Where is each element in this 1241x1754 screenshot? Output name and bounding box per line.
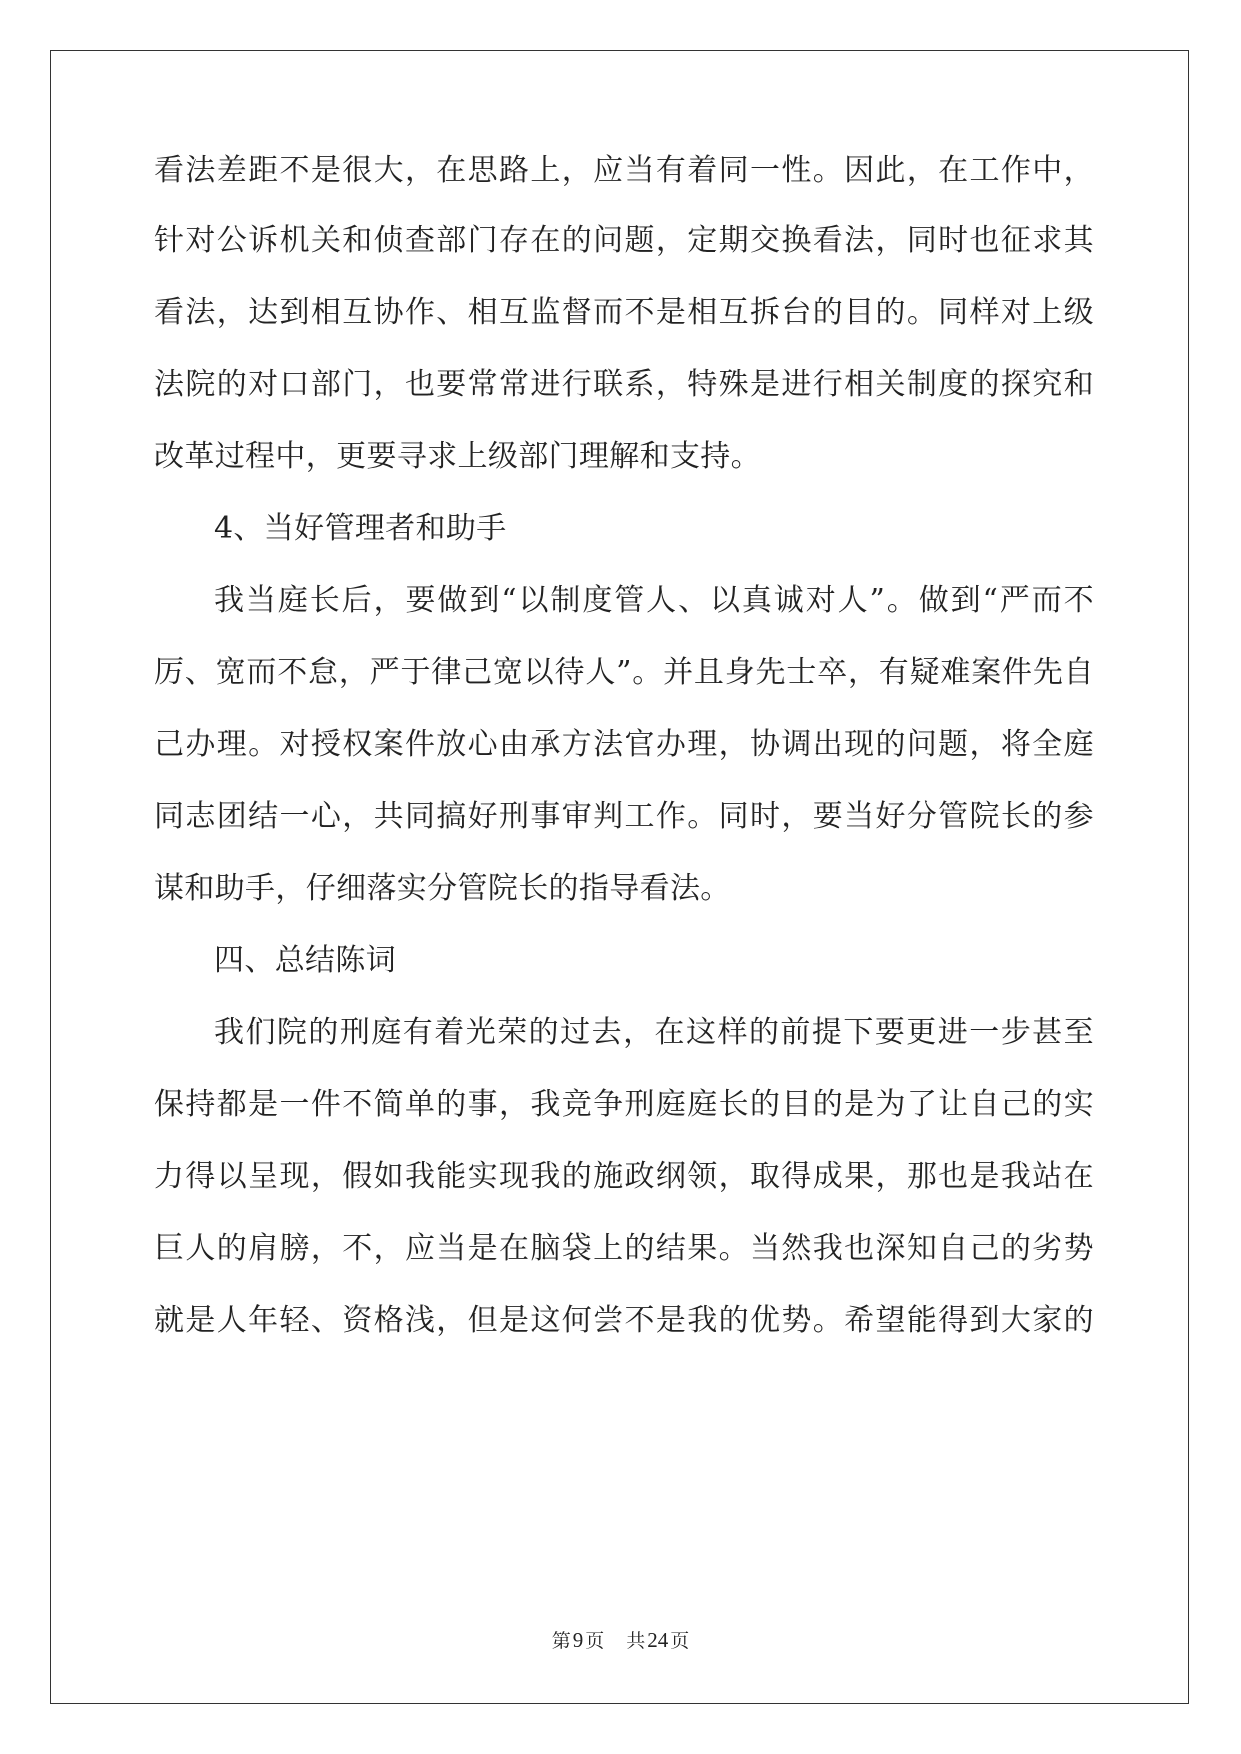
text-line: 巨人的肩膀，不，应当是在脑袋上的结果。当然我也深知自己的劣势 xyxy=(154,1231,1094,1266)
total-unit: 页 xyxy=(670,1630,690,1652)
text-line: 针对公诉机关和侦查部门存在的问题，定期交换看法，同时也征求其 xyxy=(154,223,1094,258)
text-line: 保持都是一件不简单的事，我竞争刑庭庭长的目的是为了让自己的实 xyxy=(154,1087,1094,1122)
text-line: 力得以呈现，假如我能实现我的施政纲领，取得成果，那也是我站在 xyxy=(154,1159,1094,1194)
section-heading: 4、当好管理者和助手 xyxy=(214,511,507,546)
total-pages: 24 xyxy=(647,1628,669,1652)
page-footer xyxy=(0,1627,1241,1654)
text-line: 看法差距不是很大，在思路上，应当有着同一性。因此，在工作中， xyxy=(154,153,1094,188)
text-line: 我当庭长后，要做到“以制度管人、以真诚对人”。做到“严而不 xyxy=(214,583,1094,618)
text-line: 改革过程中，更要寻求上级部门理解和支持。 xyxy=(154,439,761,474)
section-heading: 四、总结陈词 xyxy=(214,943,397,978)
total-prefix: 共 xyxy=(626,1630,646,1652)
page-prefix: 第 xyxy=(551,1630,571,1652)
page-number: 9 xyxy=(572,1628,584,1652)
text-line: 同志团结一心，共同搞好刑事审判工作。同时，要当好分管院长的参 xyxy=(154,799,1094,834)
text-line: 厉、宽而不怠，严于律己宽以待人”。并且身先士卒，有疑难案件先自 xyxy=(154,655,1094,690)
text-line: 我们院的刑庭有着光荣的过去，在这样的前提下要更进一步甚至 xyxy=(214,1015,1094,1050)
text-line: 谋和助手，仔细落实分管院长的指导看法。 xyxy=(154,871,731,906)
text-line: 就是人年轻、资格浅，但是这何尝不是我的优势。希望能得到大家的 xyxy=(154,1303,1094,1338)
text-line: 法院的对口部门，也要常常进行联系，特殊是进行相关制度的探究和 xyxy=(154,367,1094,402)
text-line: 看法，达到相互协作、相互监督而不是相互拆台的目的。同样对上级 xyxy=(154,295,1094,330)
text-line: 己办理。对授权案件放心由承方法官办理，协调出现的问题，将全庭 xyxy=(154,727,1094,762)
page-unit: 页 xyxy=(585,1630,605,1652)
